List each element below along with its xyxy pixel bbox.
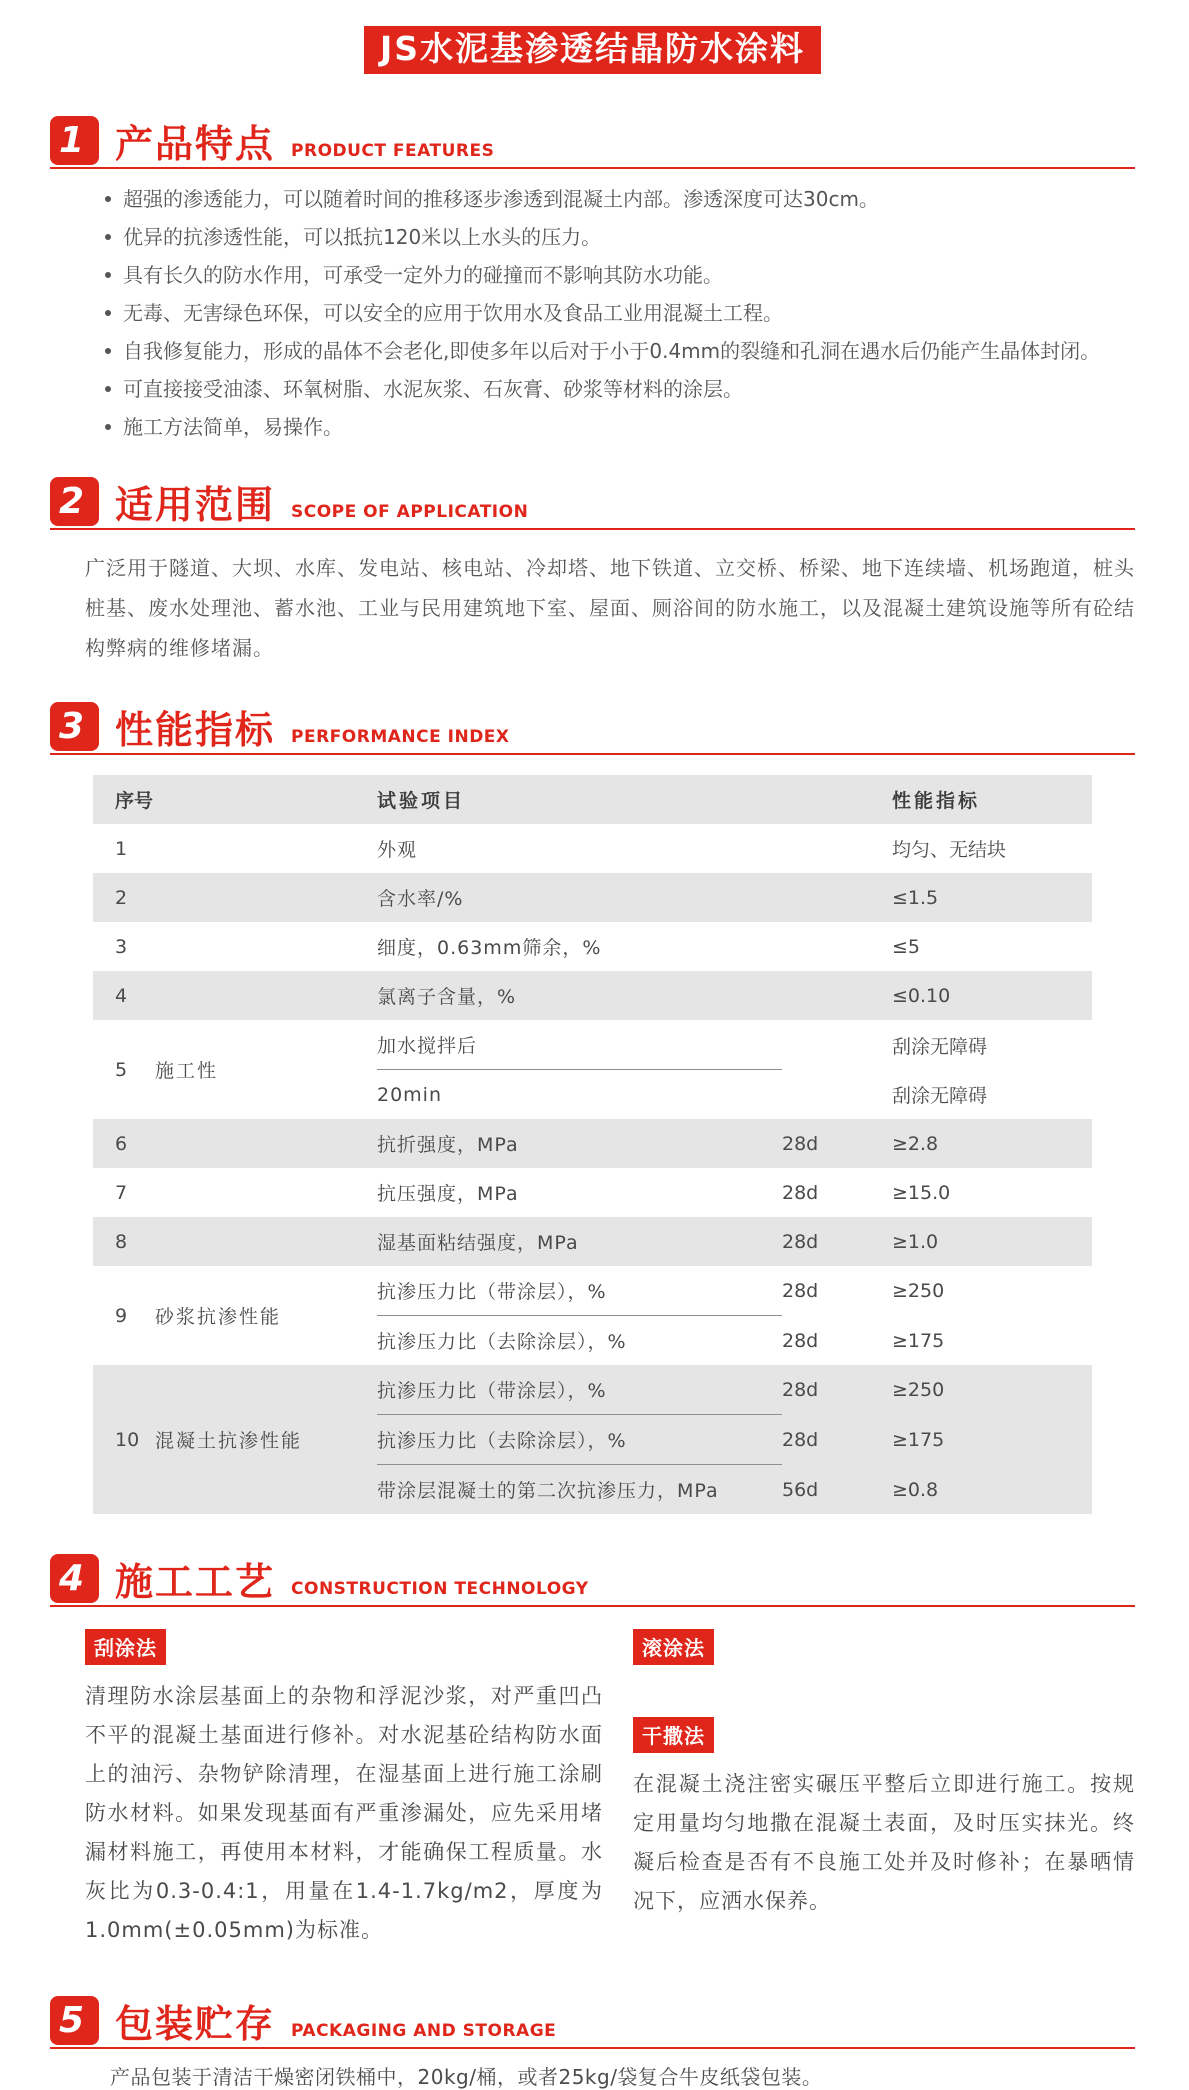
cell-group	[155, 1119, 377, 1168]
table-sub-row	[377, 971, 1092, 1020]
table-header-row	[93, 775, 1092, 824]
cell-age: 28d	[782, 1230, 819, 1253]
cell-group	[155, 824, 377, 873]
cell-no: 10	[115, 1428, 140, 1451]
cell-items	[377, 775, 1092, 824]
method-dry-sprinkle	[633, 1717, 1135, 1921]
cell-items	[377, 1365, 1092, 1514]
section-scope	[50, 477, 1135, 668]
cell-test-item: 抗渗压力比（去除涂层），%	[377, 1415, 782, 1465]
table-sub-row	[377, 1168, 1092, 1217]
table-sub-row	[377, 1266, 1092, 1316]
cell-age	[782, 1034, 892, 1056]
cell-group	[155, 775, 377, 824]
section-subtitle: SCOPE OF APPLICATION	[291, 502, 529, 523]
feature-bullet: 超强的渗透能力，可以随着时间的推移逐步渗透到混凝土内部。渗透深度可达30cm。	[105, 185, 1135, 213]
cell-age	[782, 789, 892, 811]
cell-test-item: 加水搅拌后	[377, 1020, 782, 1070]
cell-group	[155, 922, 377, 971]
cell-no: 4	[115, 984, 128, 1007]
cell-no: 2	[115, 886, 128, 909]
cell-performance-index: 刮涂无障碍	[892, 1085, 988, 1108]
table-sub-row	[377, 873, 1092, 922]
section-subtitle: PERFORMANCE INDEX	[291, 727, 510, 748]
method-text: 清理防水涂层基面上的杂物和浮泥沙浆，对严重凹凸不平的混凝土基面进行修补。对水泥基砼结构防水面上的油污、杂物铲除清理，在湿基面上进行施工涂刷防水材料。如果发现基面有严重渗漏处，应先采用堵漏材料施工，再使用本材料，才能确保工程质量。水灰比为0.3-0.4:1，用量在1.4-1.7kg/m2，厚度为1.0mm(±0.05mm)为标准。	[85, 1684, 603, 1943]
cell-test-item: 外观	[377, 839, 418, 862]
cell-items	[377, 1119, 1092, 1168]
feature-bullet: 无毒、无害绿色环保，可以安全的应用于饮用水及食品工业用混凝土工程。	[105, 299, 1135, 327]
cell-performance-index: ≥175	[892, 1329, 945, 1352]
cell-age	[782, 936, 892, 958]
table-row	[93, 1168, 1092, 1217]
table-row	[93, 1119, 1092, 1168]
table-row	[93, 1217, 1092, 1266]
method-badge: 干撒法	[633, 1717, 714, 1753]
section-title: 适用范围	[115, 483, 276, 528]
cell-performance-index: ≥1.0	[892, 1230, 939, 1253]
section-header	[50, 477, 1135, 530]
cell-test-item: 抗折强度，MPa	[377, 1134, 519, 1157]
cell-items	[377, 873, 1092, 922]
section-title: 性能指标	[115, 708, 276, 753]
section-number-badge: 3	[50, 702, 99, 751]
cell-age	[782, 985, 892, 1007]
table-sub-row	[377, 1217, 1092, 1266]
cell-no: 6	[115, 1132, 128, 1155]
cell-performance-index: ≥15.0	[892, 1181, 951, 1204]
cell-group	[155, 1168, 377, 1217]
feature-bullet: 施工方法简单，易操作。	[105, 413, 1135, 441]
page-title: JS水泥基渗透结晶防水涂料	[364, 26, 821, 74]
cell-performance-index: ≤1.5	[892, 886, 939, 909]
col-header-no: 序号	[115, 790, 154, 813]
method-scrape-coating	[85, 1629, 603, 1950]
cell-group: 混凝土抗渗性能	[155, 1430, 303, 1453]
cell-age: 56d	[782, 1478, 819, 1501]
feature-bullet: 自我修复能力，形成的晶体不会老化,即使多年以后对于小于0.4mm的裂缝和孔洞在遇水后仍能产生晶体封闭。	[105, 337, 1135, 365]
cell-performance-index: 均匀、无结块	[892, 839, 1007, 862]
section-header	[50, 1996, 1135, 2049]
section-header	[50, 1554, 1135, 1607]
section-packaging-storage	[50, 1996, 1135, 2090]
section-number-badge: 2	[50, 477, 99, 526]
scope-paragraph: 广泛用于隧道、大坝、水库、发电站、核电站、冷却塔、地下铁道、立交桥、桥梁、地下连续墙、机场跑道，桩头桩基、废水处理池、蓄水池、工业与民用建筑地下室、屋面、厕浴间的防水施工，以及混凝土建筑设施等所有砼结构弊病的维修堵漏。	[85, 556, 1135, 661]
section-subtitle: PACKAGING AND STORAGE	[291, 2021, 557, 2042]
cell-performance-index: ≥2.8	[892, 1132, 939, 1155]
table-header-cells	[377, 775, 1092, 824]
packaging-paragraph: 产品包装于清洁干燥密闭铁桶中，20kg/桶，或者25kg/袋复合牛皮纸袋包装。	[110, 2065, 823, 2090]
section-number-badge: 4	[50, 1554, 99, 1603]
cell-test-item: 氯离子含量，%	[377, 986, 517, 1009]
section-subtitle: CONSTRUCTION TECHNOLOGY	[291, 1579, 589, 1600]
feature-bullet: 具有长久的防水作用，可承受一定外力的碰撞而不影响其防水功能。	[105, 261, 1135, 289]
feature-bullet: 可直接接受油漆、环氧树脂、水泥灰浆、石灰膏、砂浆等材料的涂层。	[105, 375, 1135, 403]
cell-age: 28d	[782, 1132, 819, 1155]
col-header-performance-index: 性能指标	[892, 790, 981, 813]
cell-no: 8	[115, 1230, 128, 1253]
cell-test-item: 20min	[377, 1083, 443, 1106]
cell-age	[782, 838, 892, 860]
cell-performance-index: ≥250	[892, 1280, 945, 1303]
cell-performance-index: ≥175	[892, 1429, 945, 1452]
section-title: 产品特点	[115, 122, 276, 167]
cell-test-item: 抗压强度，MPa	[377, 1183, 519, 1206]
cell-group: 施工性	[155, 1060, 219, 1083]
cell-age: 28d	[782, 1429, 819, 1452]
section-subtitle: PRODUCT FEATURES	[291, 141, 495, 162]
cell-test-item: 带涂层混凝土的第二次抗渗压力，MPa	[377, 1480, 719, 1503]
cell-performance-index: ≥0.8	[892, 1478, 939, 1501]
cell-test-item: 抗渗压力比（去除涂层），%	[377, 1331, 627, 1354]
cell-age: 28d	[782, 1280, 819, 1303]
cell-test-item: 含水率/%	[377, 888, 464, 911]
table-sub-row	[377, 824, 1092, 873]
table-sub-row	[377, 922, 1092, 971]
table-row	[93, 971, 1092, 1020]
features-list	[105, 185, 1135, 441]
cell-no: 5	[115, 1058, 128, 1081]
cell-test-item: 湿基面粘结强度，MPa	[377, 1232, 579, 1255]
cell-age: 28d	[782, 1181, 819, 1204]
method-text: 在混凝土浇注密实碾压平整后立即进行施工。按规定用量均匀地撒在混凝土表面，及时压实抹光。终凝后检查是否有不良施工处并及时修补；在暴晒情况下，应洒水保养。	[633, 1772, 1135, 1914]
cell-performance-index: 刮涂无障碍	[892, 1035, 988, 1058]
cell-group	[155, 1217, 377, 1266]
table-sub-row	[377, 1365, 1092, 1415]
section-number-badge: 1	[50, 116, 99, 165]
cell-test-item: 抗渗压力比（带涂层），%	[377, 1266, 782, 1316]
methods-columns	[85, 1629, 1135, 1950]
section-performance-index	[50, 702, 1135, 1514]
methods-right-column	[633, 1629, 1135, 1950]
performance-table	[93, 775, 1092, 1514]
cell-items	[377, 971, 1092, 1020]
cell-no: 3	[115, 935, 128, 958]
table-sub-row	[377, 1465, 1092, 1514]
cell-performance-index: ≤5	[892, 935, 921, 958]
cell-group: 砂浆抗渗性能	[155, 1306, 282, 1329]
cell-age	[782, 1084, 892, 1106]
cell-items	[377, 824, 1092, 873]
cell-age: 28d	[782, 1329, 819, 1352]
section-header	[50, 702, 1135, 755]
method-badge: 滚涂法	[633, 1629, 714, 1665]
cell-performance-index: ≥250	[892, 1379, 945, 1402]
cell-age: 28d	[782, 1379, 819, 1402]
cell-test-item: 抗渗压力比（带涂层），%	[377, 1365, 782, 1415]
col-header-test-item: 试验项目	[377, 790, 466, 813]
cell-test-item: 细度，0.63mm筛余，%	[377, 937, 602, 960]
section-header	[50, 116, 1135, 169]
table-row	[93, 873, 1092, 922]
section-number-badge: 5	[50, 1996, 99, 2045]
cell-group	[155, 873, 377, 922]
table-sub-row	[377, 1316, 1092, 1365]
table-row	[93, 1266, 1092, 1365]
table-sub-row	[377, 1020, 1092, 1070]
cell-items	[377, 1217, 1092, 1266]
table-sub-row	[377, 1070, 1092, 1119]
table-sub-row	[377, 1119, 1092, 1168]
section-product-features	[50, 116, 1135, 441]
feature-bullet: 优异的抗渗透性能，可以抵抗120米以上水头的压力。	[105, 223, 1135, 251]
cell-items	[377, 922, 1092, 971]
cell-no: 9	[115, 1304, 128, 1327]
table-row	[93, 824, 1092, 873]
section-title: 施工工艺	[115, 1560, 276, 1605]
method-badge: 刮涂法	[85, 1629, 166, 1665]
section-title: 包装贮存	[115, 2002, 276, 2047]
cell-items	[377, 1168, 1092, 1217]
table-sub-row	[377, 1415, 1092, 1465]
cell-age	[782, 887, 892, 909]
method-roller-coating	[633, 1629, 1135, 1665]
table-row	[93, 922, 1092, 971]
cell-performance-index: ≤0.10	[892, 984, 951, 1007]
section-construction-technology	[50, 1554, 1135, 1950]
cell-no: 7	[115, 1181, 128, 1204]
cell-items	[377, 1266, 1092, 1365]
cell-group	[155, 971, 377, 1020]
cell-items	[377, 1020, 1092, 1119]
table-row	[93, 1020, 1092, 1119]
table-row	[93, 1365, 1092, 1514]
cell-no: 1	[115, 837, 128, 860]
